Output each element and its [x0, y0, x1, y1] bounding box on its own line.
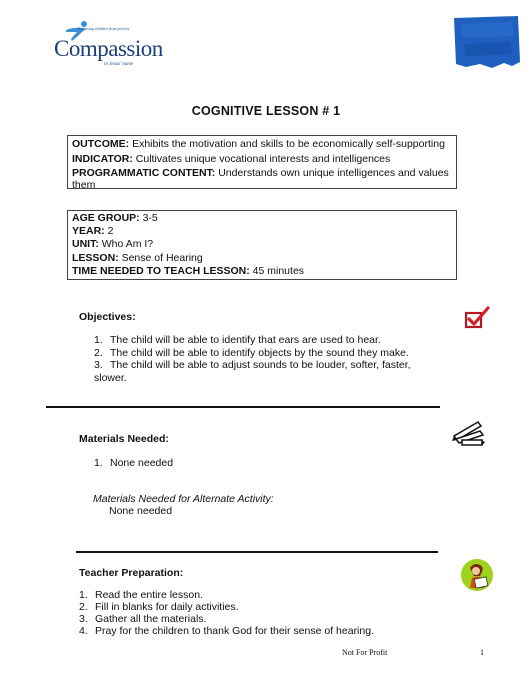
time-needed-row: [72, 265, 452, 278]
teacher-reading-icon: [460, 558, 494, 592]
list-number: 3.: [94, 359, 103, 371]
programmatic-content-text: Understands own unique intelligences and values them: [72, 167, 449, 191]
list-text: Gather all the materials.: [95, 613, 207, 625]
indicator-row: [72, 152, 452, 167]
logo-subline: in Jesus' name: [104, 62, 134, 67]
unit-label: UNIT:: [72, 238, 99, 251]
outcome-box: [67, 135, 457, 189]
indicator-label: INDICATOR:: [72, 153, 133, 165]
lesson-row: [72, 252, 452, 265]
list-item: [94, 347, 434, 360]
objectives-list: [94, 334, 434, 384]
alternate-materials-heading: Materials Needed for Alternate Activity:: [93, 493, 274, 505]
list-number: 1.: [79, 589, 88, 601]
footer-not-for-profit: Not For Profit: [342, 648, 388, 657]
list-text: None needed: [110, 457, 174, 469]
list-item: [79, 601, 459, 613]
lesson-title: COGNITIVE LESSON # 1: [191, 104, 341, 118]
list-text: Pray for the children to thank God for their sense of hearing.: [95, 625, 374, 637]
lesson-info-box: [67, 210, 457, 280]
time-needed-value: 45 minutes: [252, 264, 305, 277]
list-item: [79, 613, 459, 625]
unit-value: Who Am I?: [101, 238, 154, 251]
checkbox-check-icon: [464, 306, 490, 330]
list-text: The child will be able to identify that ears are used to hear.: [110, 334, 381, 346]
list-item: [79, 589, 459, 601]
list-number: 1.: [94, 457, 103, 469]
age-group-value: 3-5: [142, 212, 158, 224]
lesson-label: LESSON:: [72, 251, 119, 264]
age-group-label: AGE GROUP:: [72, 212, 140, 224]
page-number: 1: [480, 648, 484, 657]
list-number: 1.: [94, 334, 103, 346]
list-item: [94, 334, 434, 347]
list-text: The child will be able to identify objects by the sound they make.: [110, 346, 409, 359]
outcome-row: [72, 137, 452, 152]
year-value: 2: [107, 225, 114, 238]
section-divider: [76, 551, 438, 553]
list-number: 2.: [94, 346, 103, 359]
year-label: YEAR:: [72, 225, 105, 238]
teacher-preparation-list: [79, 589, 459, 637]
indicator-text: Cultivates unique vocational interests and intelligences: [135, 153, 391, 165]
unit-row: [72, 238, 452, 251]
pencil-crayon-icon: [450, 420, 486, 446]
teacher-preparation-heading: Teacher Preparation:: [79, 567, 184, 579]
list-continuation: slower.: [94, 371, 127, 384]
list-number: 2.: [79, 601, 88, 613]
outcome-text: Exhibits the motivation and skills to be economically self-supporting: [132, 138, 445, 150]
lesson-value: Sense of Hearing: [121, 251, 203, 264]
compassion-logo: [52, 20, 172, 72]
alternate-materials-text: None needed: [109, 505, 173, 517]
blue-brush-patch: [452, 14, 522, 70]
outcome-label: OUTCOME:: [72, 138, 130, 150]
list-text: Fill in blanks for daily activities.: [95, 601, 239, 613]
materials-heading: Materials Needed:: [79, 433, 169, 445]
list-text: Read the entire lesson.: [95, 589, 203, 601]
age-group-row: [72, 212, 452, 225]
programmatic-content-row: [72, 167, 452, 191]
list-number: 4.: [79, 625, 88, 637]
list-item: [94, 359, 434, 372]
materials-list: [94, 457, 434, 470]
list-number: 3.: [79, 613, 88, 625]
time-needed-label: TIME NEEDED TO TEACH LESSON:: [72, 264, 250, 277]
programmatic-content-label: PROGRAMMATIC CONTENT:: [72, 167, 216, 179]
list-item: [79, 625, 459, 637]
logo-brand: Compassion: [54, 36, 163, 61]
section-divider: [46, 406, 440, 408]
year-row: [72, 225, 452, 238]
objectives-heading: Objectives:: [79, 311, 136, 323]
list-text: The child will be able to adjust sounds to be louder, softer, faster,: [110, 359, 411, 371]
list-item: [94, 457, 434, 470]
logo-tagline: Releasing children from poverty: [78, 26, 130, 31]
